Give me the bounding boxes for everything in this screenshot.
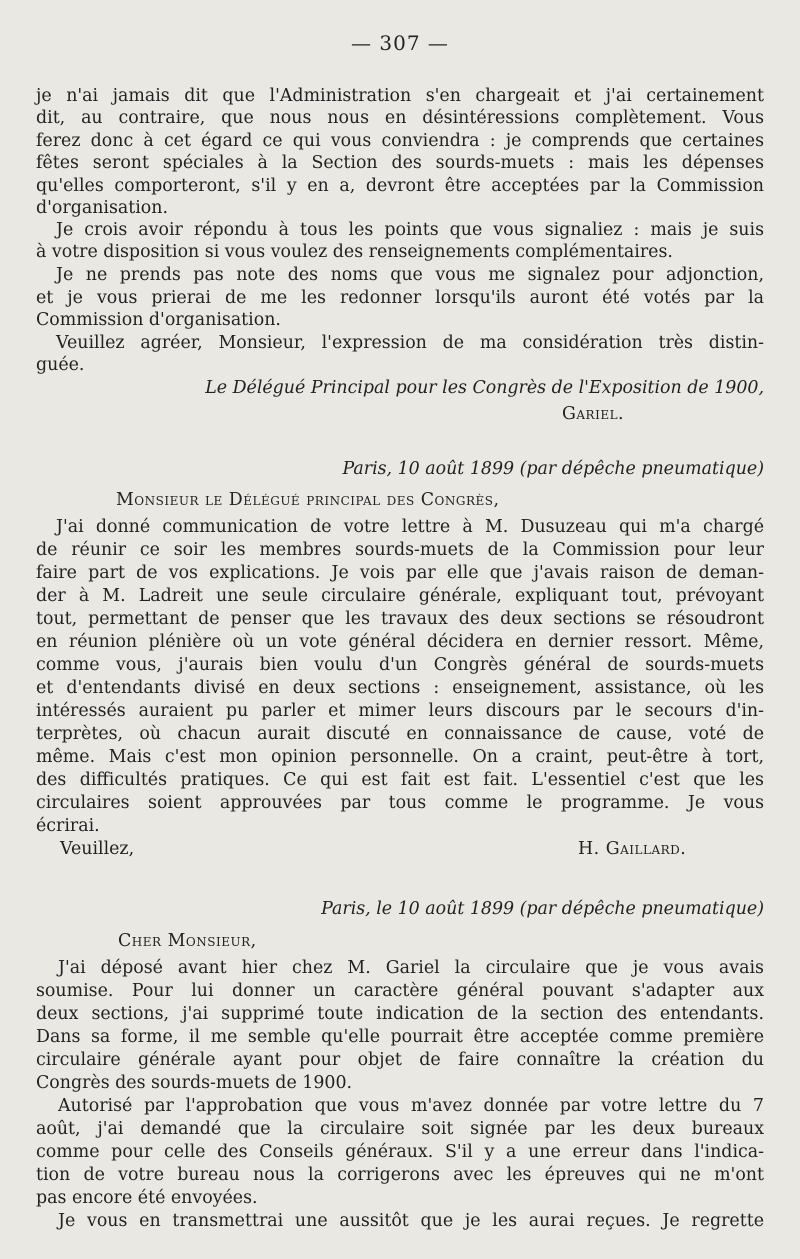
signature-name: Gariel. [562,404,625,424]
text-line: soumise. Pour lui donner un caractère général pouvant s'adapter aux [36,981,764,1001]
text-line: en réunion plénière où un vote général décidera en dernier ressort. Même, [36,632,764,652]
text-line: Commission d'organisation. [36,310,281,330]
page-number: — 307 — [351,31,449,55]
text-line: Veuillez agréer, Monsieur, l'expression de ma considération très distin- [56,333,764,353]
text-line: et d'entendants divisé en deux sections : enseignement, assistance, où les [36,678,764,698]
text-line: intéressés auraient pu parler et mimer leurs discours par le secours d'in- [36,701,764,721]
text-line: qu'elles comporteront, s'il y en a, devront être acceptées par la Commission [36,176,764,196]
dateline: Paris, 10 août 1899 (par dépêche pneumatique) [342,459,764,479]
text-line: circulaire générale ayant pour objet de faire connaître la création du [36,1050,764,1070]
text-line: guée. [36,355,85,375]
text-line: deux sections, j'ai supprimé toute indication de la section des entendants. [36,1004,764,1024]
text-line: Je ne prends pas note des noms que vous me signalez pour adjonction, [56,265,764,285]
salutation: Cher Monsieur, [118,931,257,951]
text-line: écrirai. [36,816,100,836]
text-line: faire part de vos explications. Je vois par elle que j'avais raison de deman- [36,563,764,583]
text-line: août, j'ai demandé que la circulaire soit signée par les deux bureaux [36,1119,764,1139]
text-line: J'ai déposé avant hier chez M. Gariel la circulaire que je vous avais [58,958,764,978]
text-line: tion de votre bureau nous la corrigerons avec les épreuves qui ne m'ont [36,1165,764,1185]
text-line: J'ai donné communication de votre lettre à M. Dusuzeau qui m'a chargé [56,517,764,537]
signature-title: Le Délégué Principal pour les Congrès de l'Exposition de 1900, [205,378,764,398]
salutation: Monsieur le Délégué principal des Congrès, [116,490,500,510]
text-line: comme vous, j'aurais bien voulu d'un Congrès général de sourds-muets [36,655,764,675]
text-line: Congrès des sourds-muets de 1900. [36,1073,353,1093]
text-line: de réunir ce soir les membres sourds-muets de la Commission pour leur [36,540,764,560]
text-line: circulaires soient approuvées par tous comme le programme. Je vous [36,793,764,813]
text-line: terprètes, où chacun aurait discuté en connaissance de cause, voté de [36,724,764,744]
text-line: pas encore été envoyées. [36,1188,258,1208]
signature-name: H. Gaillard. [578,839,687,859]
text-line: à votre disposition si vous voulez des renseignements complémentaires. [36,242,673,262]
text-line: comme pour celle des Conseils généraux. S'il y a une erreur dans l'indica- [36,1142,764,1162]
text-line: Dans sa forme, il me semble qu'elle pourrait être acceptée comme première [36,1027,764,1047]
dateline: Paris, le 10 août 1899 (par dépêche pneumatique) [321,899,764,919]
text-line: dit, au contraire, que nous nous en désintéressions complètement. Vous [36,108,764,128]
text-line: der à M. Ladreit une seule circulaire générale, expliquant tout, prévoyant [36,586,764,606]
text-line: Je crois avoir répondu à tous les points que vous signaliez : mais je suis [56,220,764,240]
text-line: ferez donc à cet égard ce qui vous conviendra : je comprends que certaines [36,131,764,151]
closing: Veuillez, [60,839,135,859]
text-line: d'organisation. [36,198,169,218]
text-line: et je vous prierai de me les redonner lorsqu'ils auront été votés par la [36,288,764,308]
text-line: Je vous en transmettrai une aussitôt que je les aurai reçues. Je regrette [58,1211,764,1231]
text-line: tout, permettant de penser que les travaux des deux sections se résoudront [36,609,764,629]
text-line: fêtes seront spéciales à la Section des sourds-muets : mais les dépenses [36,153,764,173]
text-line: je n'ai jamais dit que l'Administration s'en chargeait et j'ai certainement [36,86,764,106]
text-line: même. Mais c'est mon opinion personnelle. On a craint, peut-être à tort, [36,747,764,767]
text-line: des difficultés pratiques. Ce qui est fait est fait. L'essentiel c'est que les [36,770,764,790]
text-line: Autorisé par l'approbation que vous m'avez donnée par votre lettre du 7 [58,1096,764,1116]
